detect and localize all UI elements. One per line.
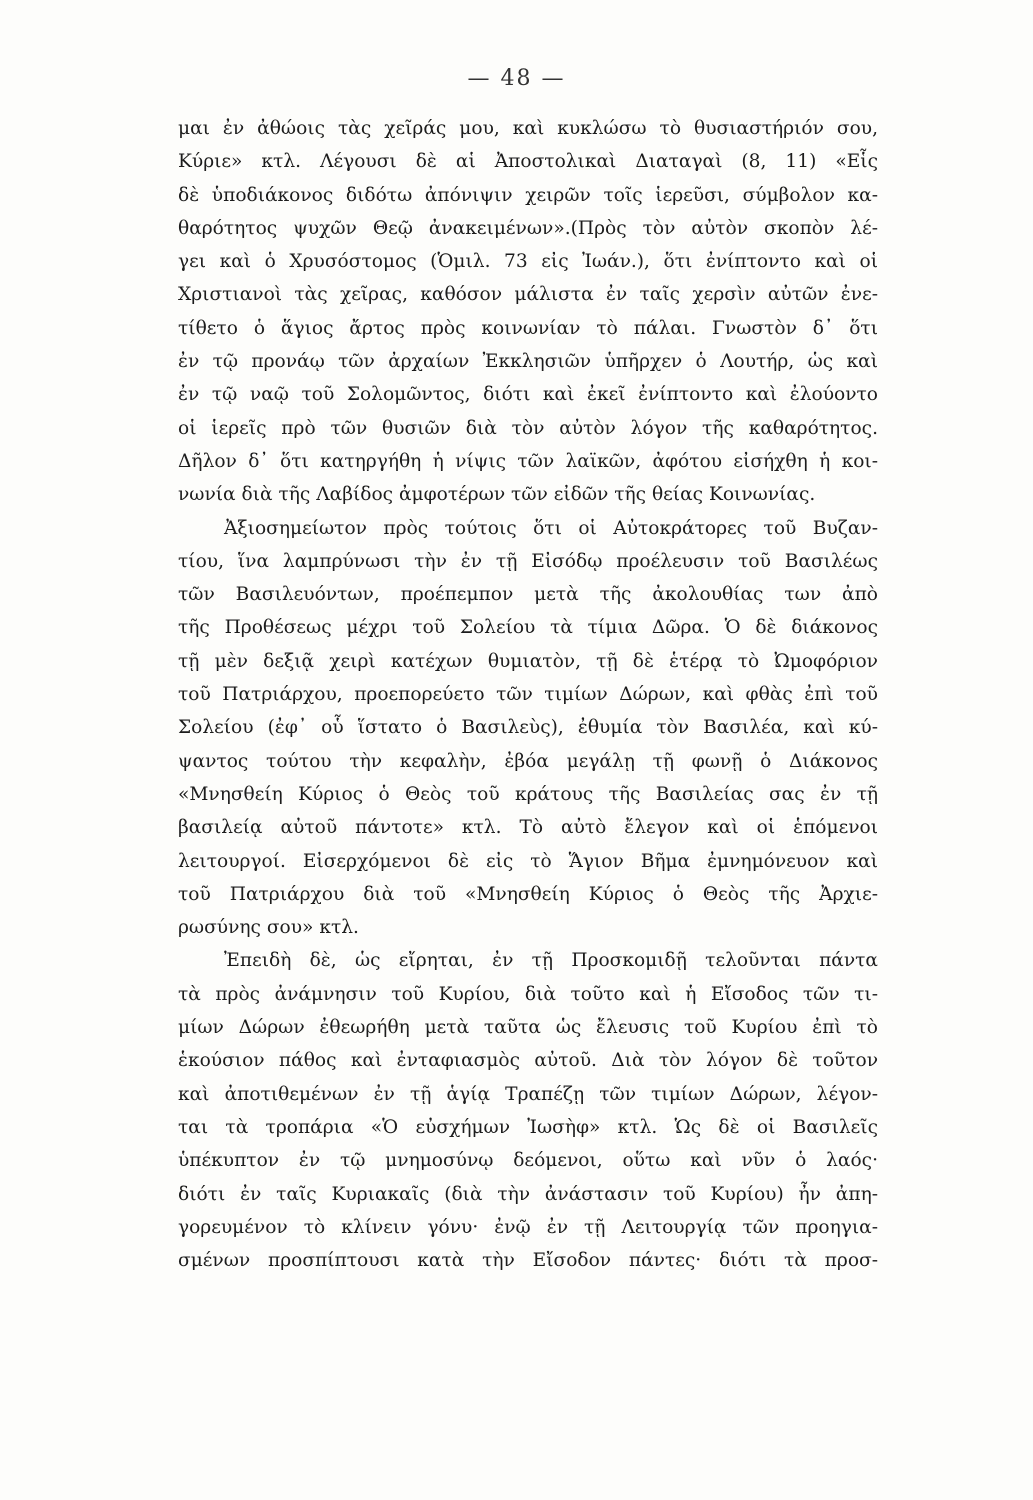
text-line: τὰ πρὸς ἀνάμνησιν τοῦ Κυρίου, διὰ τοῦτο καὶ ἡ Εἴσοδος τῶν τι- xyxy=(178,983,878,1005)
text-line: ται τὰ τροπάρια «Ὁ εὐσχήμων Ἰωσὴφ» κτλ. Ὡς δὲ οἱ Βασιλεῖς xyxy=(178,1116,878,1138)
page-number: — 48 — xyxy=(467,66,566,91)
text-line: καὶ ἀποτιθεμένων ἐν τῇ ἁγίᾳ Τραπέζῃ τῶν τιμίων Δώρων, λέγον- xyxy=(178,1083,878,1105)
text-line: Δῆλον δ᾽ ὅτι κατηργήθη ἡ νίψις τῶν λαϊκῶν, ἀφότου εἰσήχθη ἡ κοι- xyxy=(178,450,878,472)
text-line: Ἀξιοσημείωτον πρὸς τούτοις ὅτι οἱ Αὐτοκράτορες τοῦ Βυζαν- xyxy=(224,517,878,539)
text-line: μαι ἐν ἀθώοις τὰς χεῖράς μου, καὶ κυκλώσω τὸ θυσιαστήριόν σου, xyxy=(178,118,878,139)
text-line: ἑκούσιον πάθος καὶ ἐνταφιασμὸς αὐτοῦ. Διὰ τὸν λόγον δὲ τοῦτον xyxy=(178,1050,878,1072)
text-line: βασιλείᾳ αὐτοῦ πάντοτε» κτλ. Τὸ αὐτὸ ἔλεγον καὶ οἱ ἑπόμενοι xyxy=(178,817,878,839)
text-line: μίων Δώρων ἐθεωρήθη μετὰ ταῦτα ὡς ἔλευσις τοῦ Κυρίου ἐπὶ τὸ xyxy=(178,1017,878,1039)
text-line: τῇ μὲν δεξιᾷ χειρὶ κατέχων θυμιατὸν, τῇ δὲ ἑτέρᾳ τὸ Ὠμοφόριον xyxy=(178,650,878,672)
text-line: τοῦ Πατριάρχου, προεπορεύετο τῶν τιμίων Δώρων, καὶ φθὰς ἐπὶ τοῦ xyxy=(178,684,878,706)
text-line: Ἐπειδὴ δὲ, ὡς εἴρηται, ἐν τῇ Προσκομιδῇ τελοῦνται πάντα xyxy=(224,950,878,972)
text-line: διότι ἐν ταῖς Κυριακαῖς (διὰ τὴν ἀνάστασιν τοῦ Κυρίου) ἦν ἀπη- xyxy=(178,1183,878,1205)
text-line: δὲ ὑποδιάκονος διδότω ἀπόνιψιν χειρῶν τοῖς ἱερεῦσι, σύμβολον κα- xyxy=(178,184,878,206)
text-line: γορευμένον τὸ κλίνειν γόνυ· ἐνῷ ἐν τῇ Λειτουργίᾳ τῶν προηγια- xyxy=(178,1216,878,1238)
text-line: ἐν τῷ ναῷ τοῦ Σολομῶντος, διότι καὶ ἐκεῖ ἐνίπτοντο καὶ ἐλούοντο xyxy=(178,384,878,406)
text-line: οἱ ἱερεῖς πρὸ τῶν θυσιῶν διὰ τὸν αὐτὸν λόγον τῆς καθαρότητος. xyxy=(178,417,878,439)
text-line: τίου, ἵνα λαμπρύνωσι τὴν ἐν τῇ Εἰσόδῳ προέλευσιν τοῦ Βασιλέως xyxy=(178,550,878,572)
text-line: τῆς Προθέσεως μέχρι τοῦ Σολείου τὰ τίμια Δῶρα. Ὁ δὲ διάκονος xyxy=(178,617,878,639)
text-line: Σολείου (ἐφ᾽ οὗ ἵστατο ὁ Βασιλεὺς), ἐθυμία τὸν Βασιλέα, καὶ κύ- xyxy=(178,717,878,739)
text-line: ὑπέκυπτον ἐν τῷ μνημοσύνῳ δεόμενοι, οὕτω καὶ νῦν ὁ λαός· xyxy=(178,1150,878,1172)
text-line: ψαντος τούτου τὴν κεφαλὴν, ἐβόα μεγάλῃ τῇ φωνῇ ὁ Διάκονος xyxy=(178,750,878,772)
text-line: θαρότητος ψυχῶν Θεῷ ἀνακειμένων».(Πρὸς τὸν αὐτὸν σκοπὸν λέ- xyxy=(178,217,878,239)
text-line: νωνία διὰ τῆς Λαβίδος ἀμφοτέρων τῶν εἰδῶν τῆς θείας Κοινωνίας. xyxy=(178,484,816,506)
text-line: τίθετο ὁ ἅγιος ἄρτος πρὸς κοινωνίαν τὸ πάλαι. Γνωστὸν δ᾽ ὅτι xyxy=(178,317,878,339)
text-line: «Μνησθείη Κύριος ὁ Θεὸς τοῦ κράτους τῆς Βασιλείας σας ἐν τῇ xyxy=(178,783,878,805)
text-line: τῶν Βασιλευόντων, προέπεμπον μετὰ τῆς ἀκολουθίας των ἀπὸ xyxy=(178,584,878,606)
text-line: Κύριε» κτλ. Λέγουσι δὲ αἱ Ἀποστολικαὶ Διαταγαὶ (8, 11) «Εἷς xyxy=(178,151,878,173)
text-line: ρωσύνης σου» κτλ. xyxy=(178,917,359,939)
text-line: ἐν τῷ προνάῳ τῶν ἀρχαίων Ἐκκλησιῶν ὑπῆρχεν ὁ Λουτήρ, ὡς καὶ xyxy=(178,351,878,373)
text-line: σμένων προσπίπτουσι κατὰ τὴν Εἴσοδον πάντες· διότι τὰ προσ- xyxy=(178,1250,878,1272)
body-text xyxy=(178,112,878,1277)
text-line: Χριστιανοὶ τὰς χεῖρας, καθόσον μάλιστα ἐν ταῖς χερσὶν αὐτῶν ἐνε- xyxy=(178,284,878,306)
text-line: λειτουργοί. Εἰσερχόμενοι δὲ εἰς τὸ Ἅγιον Βῆμα ἐμνημόνευον καὶ xyxy=(178,850,878,872)
text-line: γει καὶ ὁ Χρυσόστομος (Ὁμιλ. 73 εἰς Ἰωάν.), ὅτι ἐνίπτοντο καὶ οἱ xyxy=(178,251,878,273)
text-line: τοῦ Πατριάρχου διὰ τοῦ «Μνησθείη Κύριος ὁ Θεὸς τῆς Ἀρχιε- xyxy=(178,883,878,905)
